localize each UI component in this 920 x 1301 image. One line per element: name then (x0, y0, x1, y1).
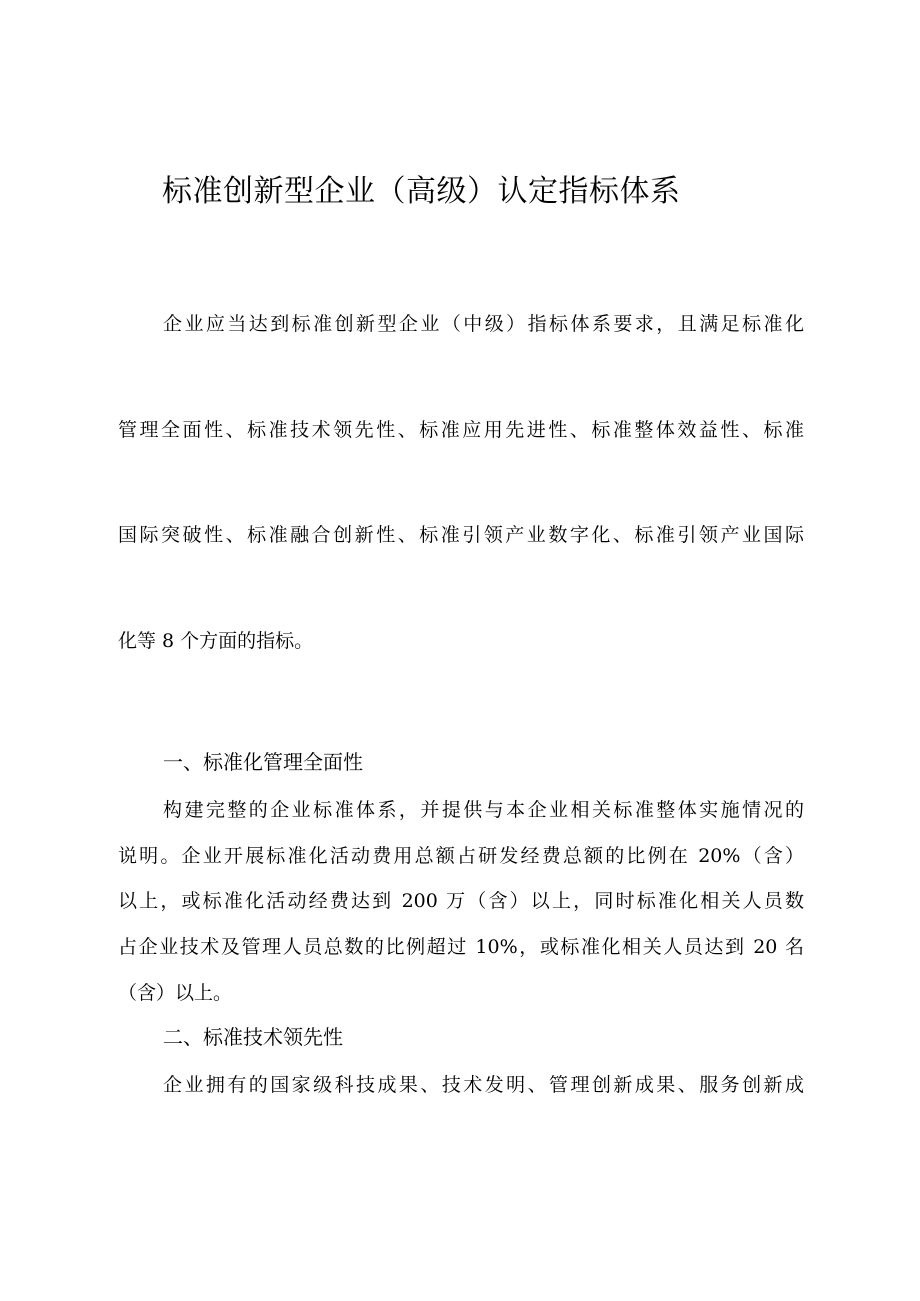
page-title: 标准创新型企业（高级）认定指标体系 (162, 174, 681, 209)
body-line: 说明。企业开展标准化活动费用总额占研发经费总额的比例在 20%（含） (118, 845, 804, 867)
body-line: （含）以上。 (118, 982, 233, 1004)
intro-line: 管理全面性、标准技术领先性、标准应用先进性、标准整体效益性、标准 (118, 419, 804, 441)
body-line: 占企业技术及管理人员总数的比例超过 10%，或标准化相关人员达到 20 名 (118, 936, 804, 958)
intro-line: 国际突破性、标准融合创新性、标准引领产业数字化、标准引领产业国际 (118, 524, 804, 546)
section-heading: 二、标准技术领先性 (163, 1025, 343, 1049)
body-line: 构建完整的企业标准体系，并提供与本企业相关标准整体实施情况的 (163, 799, 804, 821)
intro-line: 化等 8 个方面的指标。 (118, 630, 314, 652)
body-line: 以上，或标准化活动经费达到 200 万（含）以上，同时标准化相关人员数 (118, 890, 804, 912)
body-line: 企业拥有的国家级科技成果、技术发明、管理创新成果、服务创新成 (163, 1074, 804, 1096)
intro-line: 企业应当达到标准创新型企业（中级）指标体系要求，且满足标准化 (163, 313, 804, 335)
section-heading: 一、标准化管理全面性 (163, 750, 363, 774)
